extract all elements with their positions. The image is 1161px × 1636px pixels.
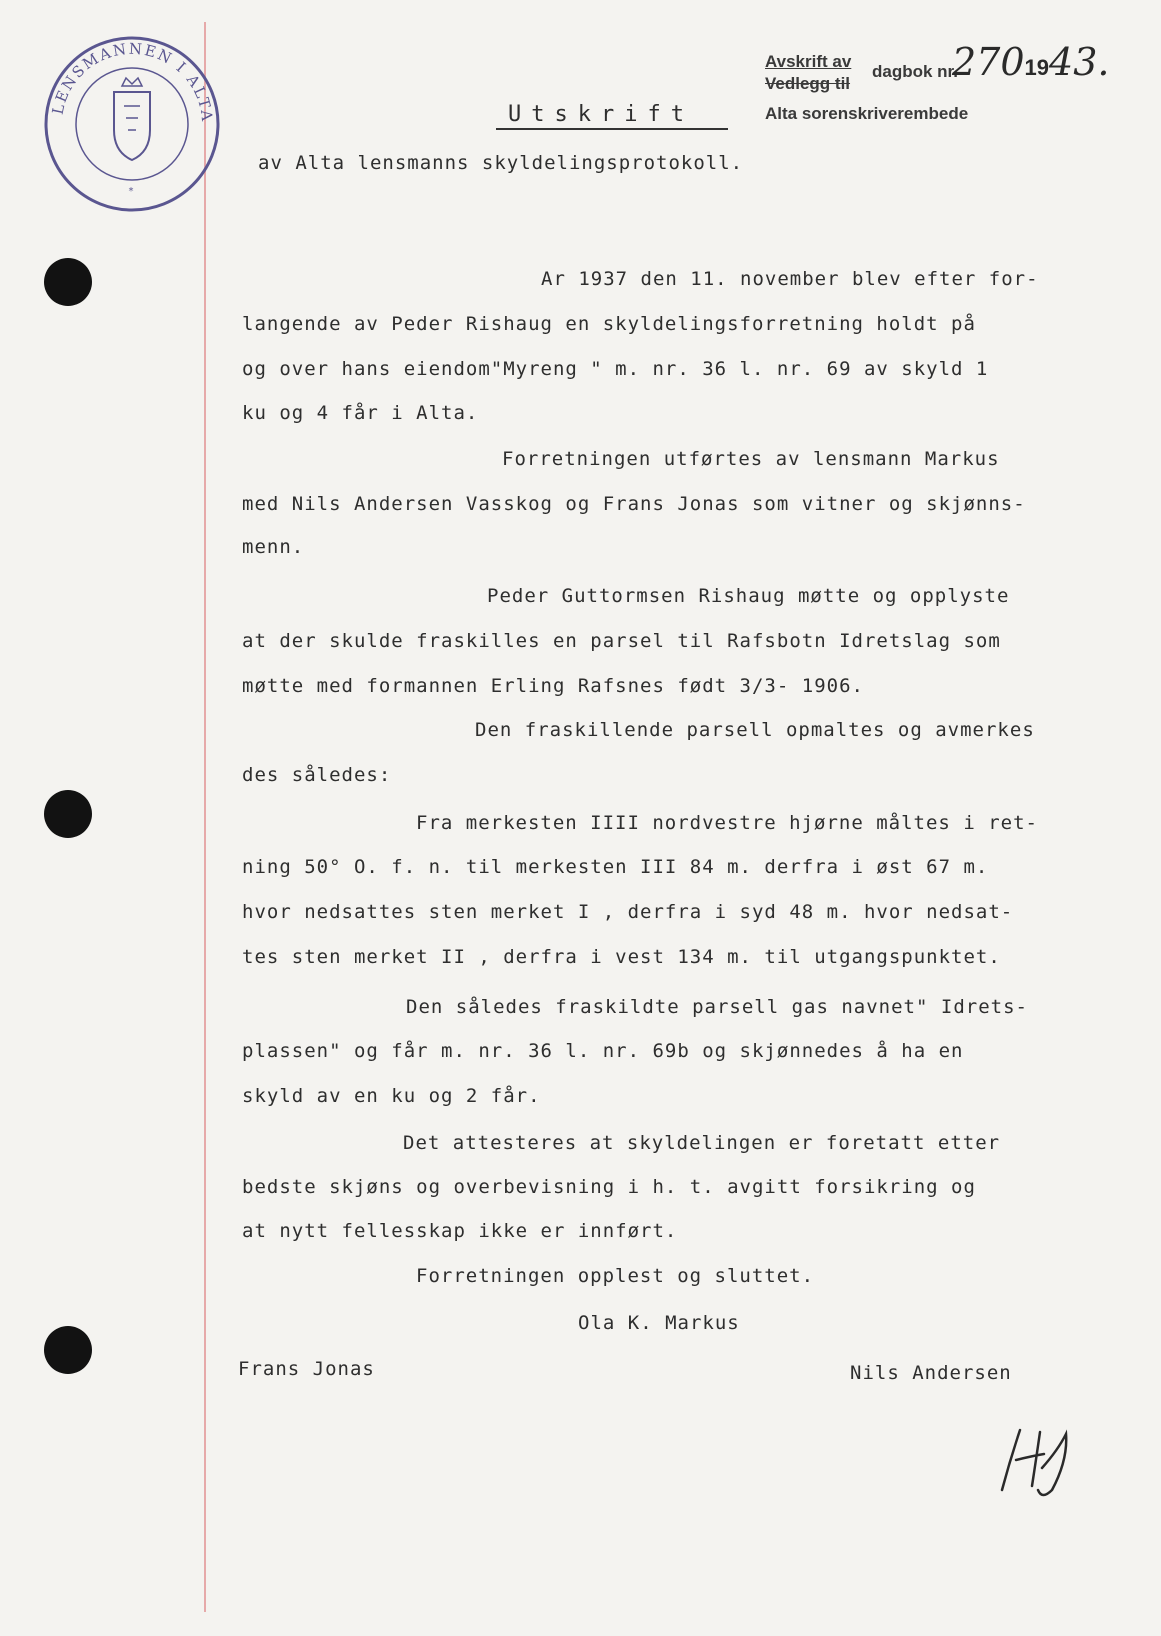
body-line: skyld av en ku og 2 får.	[242, 1085, 541, 1107]
body-line: møtte med formannen Erling Rafsnes født 3/3- 1906.	[242, 675, 864, 697]
body-line: tes sten merket II , derfra i vest 134 m. til utgangspunktet.	[242, 946, 1001, 968]
svg-text:LENSMANNEN I ALTA: LENSMANNEN I ALTA	[48, 39, 217, 124]
body-line: Det attesteres at skyldelingen er foretatt etter	[403, 1132, 1001, 1154]
body-line: at nytt fellesskap ikke er innført.	[242, 1220, 678, 1242]
body-line: med Nils Andersen Vasskog og Frans Jonas som vitner og skjønns-	[242, 493, 1026, 515]
header-office: Alta sorenskriverembede	[765, 104, 969, 123]
lensmann-stamp	[42, 34, 222, 214]
body-line: menn.	[242, 536, 305, 558]
signature-left: Frans Jonas	[238, 1358, 375, 1380]
body-line: Fra merkesten IIII nordvestre hjørne måltes i ret-	[416, 812, 1038, 834]
handwritten-initials-signature	[992, 1420, 1082, 1500]
header-dagbok-label: dagbok nr.	[872, 62, 958, 81]
signature-main: Ola K. Markus	[578, 1312, 740, 1334]
body-line: Peder Guttormsen Rishaug møtte og opplyste	[487, 585, 1010, 607]
body-line: ku og 4 får i Alta.	[242, 402, 479, 424]
punch-hole-middle	[44, 790, 92, 838]
document-title: Utskrift	[508, 102, 694, 127]
body-line: Forretningen utførtes av lensmann Markus	[502, 448, 1000, 470]
body-line: og over hans eiendom"Myreng " m. nr. 36 l. nr. 69 av skyld 1	[242, 358, 989, 380]
body-line: at der skulde fraskilles en parsel til Rafsbotn Idretslag som	[242, 630, 1001, 652]
punch-hole-top	[44, 258, 92, 306]
svg-text:*: *	[128, 186, 135, 197]
body-line: ning 50° O. f. n. til merkesten III 84 m. derfra i øst 67 m.	[242, 856, 989, 878]
margin-rule	[204, 22, 206, 1612]
body-line: langende av Peder Rishaug en skyldelingsforretning holdt på	[242, 313, 976, 335]
body-line: Forretningen opplest og sluttet.	[416, 1265, 815, 1287]
subtitle: av Alta lensmanns skyldelingsprotokoll.	[258, 152, 744, 174]
body-line: bedste skjøns og overbevisning i h. t. avgitt forsikring og	[242, 1176, 976, 1198]
punch-hole-bottom	[44, 1326, 92, 1374]
body-line: hvor nedsattes sten merket I , derfra i syd 48 m. hvor nedsat-	[242, 901, 1014, 923]
header-avskrift: Avskrift av	[765, 52, 852, 71]
signature-right: Nils Andersen	[850, 1362, 1012, 1384]
body-line: plassen" og får m. nr. 36 l. nr. 69b og skjønnedes å ha en	[242, 1040, 964, 1062]
title-underline	[496, 128, 728, 130]
body-line: Ar 1937 den 11. november blev efter for-	[541, 268, 1039, 290]
body-line: Den således fraskildte parsell gas navnet" Idrets-	[406, 996, 1028, 1018]
header-dagbok-number: 2701943.	[952, 40, 1110, 84]
body-line: des således:	[242, 764, 392, 786]
header-vedlegg: Vedlegg til	[765, 74, 851, 93]
body-line: Den fraskillende parsell opmaltes og avmerkes	[475, 719, 1035, 741]
